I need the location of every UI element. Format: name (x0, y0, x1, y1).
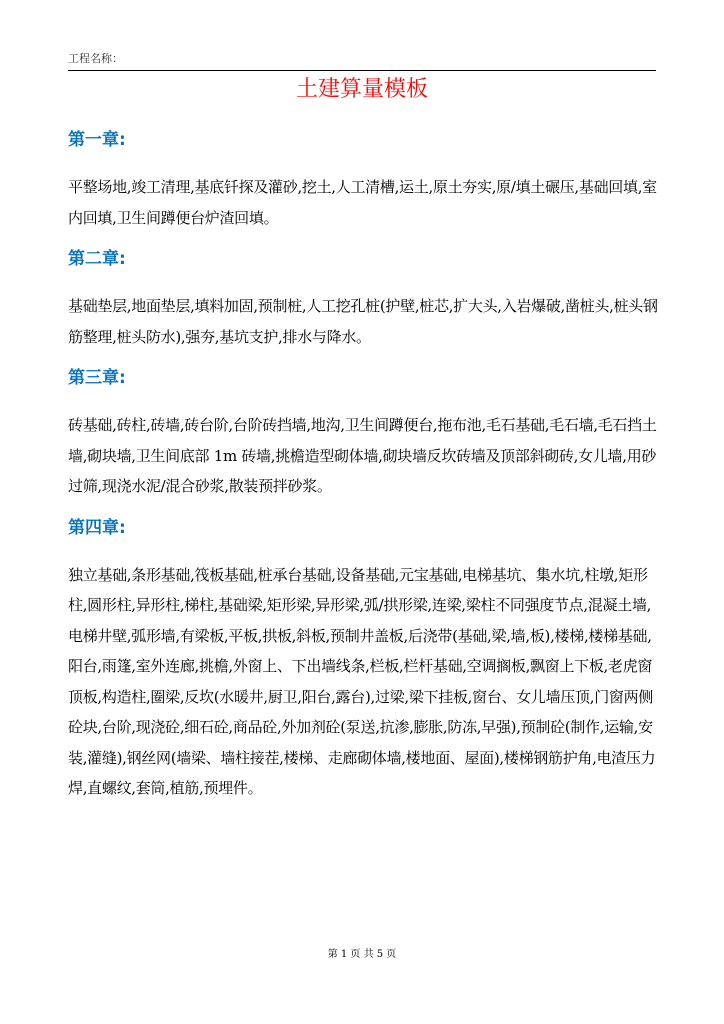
chapter-2-heading: 第二章: (68, 249, 126, 269)
chapter-2 (68, 247, 658, 352)
chapter-1 (68, 128, 658, 233)
document-title: 土建算量模板 (295, 77, 428, 102)
page-number: 第 1 页 共 5 页 (327, 949, 397, 960)
chapter-3-body: 砖基础,砖柱,砖墙,砖台阶,台阶砖挡墙,地沟,卫生间蹲便台,拖布池,毛石基础,毛石墙,毛石挡土墙,砌块墙,卫生间底部 1m 砖墙,挑檐造型砌体墙,砌块墙反坎砖墙及顶部斜砌砖,女儿墙,用砂过筛,现浇水泥/混合砂浆,散装预拌砂浆。 (68, 416, 657, 495)
chapter-3 (68, 366, 658, 502)
document-content (68, 128, 658, 818)
chapter-1-body: 平整场地,竣工清理,基底钎探及灌砂,挖土,人工清槽,运土,原土夯实,原/填土碾压,基础回填,室内回填,卫生间蹲便台炉渣回填。 (68, 178, 657, 227)
chapter-2-body: 基础垫层,地面垫层,填料加固,预制桩,人工挖孔桩(护壁,桩芯,扩大头,入岩爆破,凿桩头,桩头钢筋整理,桩头防水),强夯,基坑支护,排水与降水。 (68, 297, 658, 346)
chapter-4-heading: 第四章: (68, 517, 126, 538)
chapter-4-body: 独立基础,条形基础,筏板基础,桩承台基础,设备基础,元宝基础,电梯基坑、集水坑,柱墩,矩形柱,圆形柱,异形柱,梯柱,基础梁,矩形梁,异形梁,弧/拱形梁,连梁,梁柱不同强度节点,混凝土墙,电梯井壁,弧形墙,有梁板,平板,拱板,斜板,预制井盖板,后浇带(基础,梁,墙,板),楼梯,楼梯基础,阳台,雨篷,室外连廊,挑檐,外窗上、下出墙线条,栏板,栏杆基础,空调搁板,飘窗上下板,老虎窗顶板,构造柱,圈梁,反坎(水暖井,厨卫,阳台,露台),过梁,梁下挂板,窗台、女儿墙压顶,门窗两侧砼块,台阶,现浇砼,细石砼,商品砼,外加剂砼(泵送,抗渗,膨胀,防冻,早强),预制砼(制作,运输,安装,灌缝),钢丝网(墙梁、墙柱接茬,楼梯、走廊砌体墙,楼地面、屋面),楼梯钢筋护角,电渣压力焊,直螺纹,套筒,植筋,预埋件。 (68, 565, 656, 797)
chapter-4 (68, 516, 658, 804)
chapter-1-heading: 第一章: (68, 130, 126, 150)
project-name-label: 工程名称： (68, 52, 123, 65)
chapter-3-heading: 第三章: (68, 368, 126, 388)
page-header (68, 52, 656, 71)
page-footer (0, 948, 724, 962)
